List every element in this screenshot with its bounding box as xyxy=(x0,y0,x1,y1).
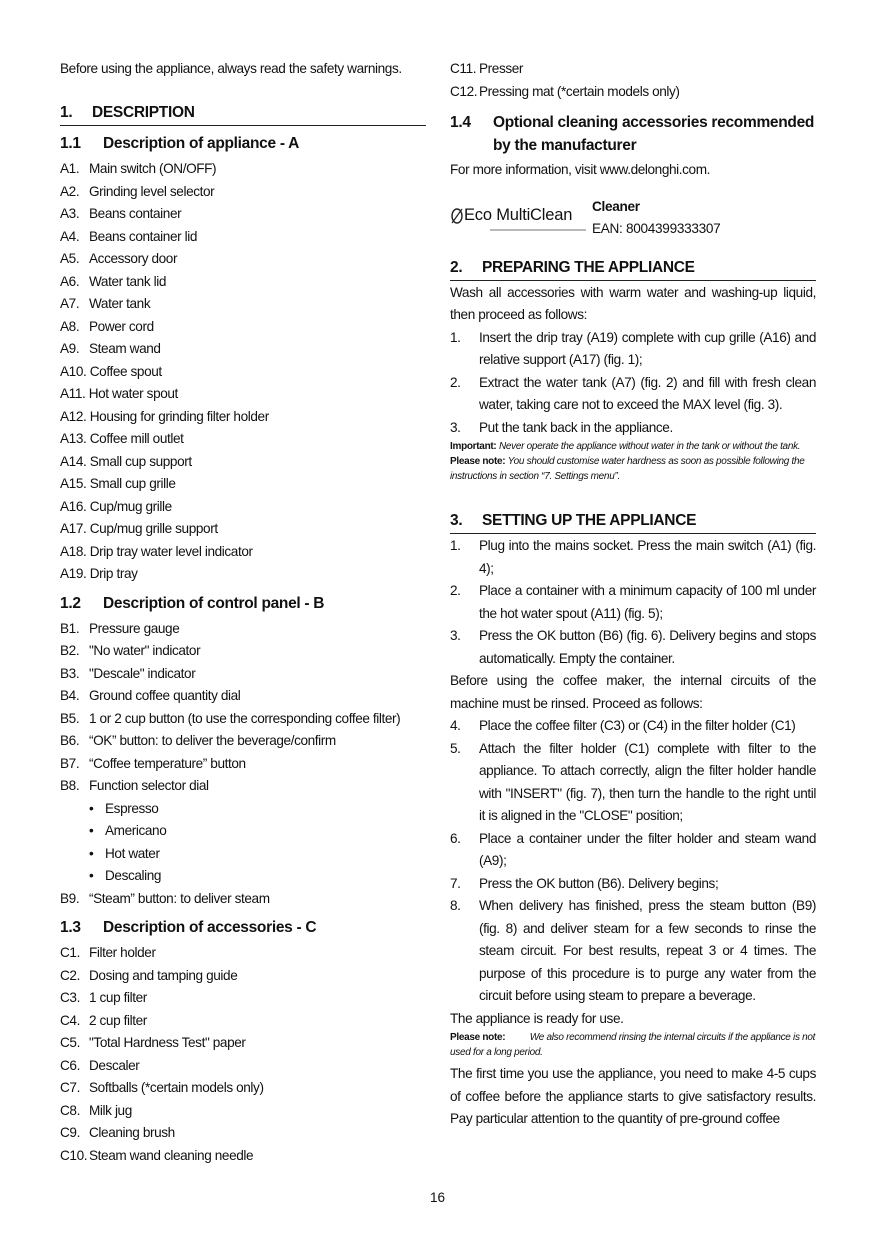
item-text: Place a container under the filter holder and steam wand (A9); xyxy=(479,830,816,868)
item-code: 3. xyxy=(450,628,461,643)
item-code: C11. xyxy=(450,61,477,76)
left-column xyxy=(60,58,426,1173)
subsection-1-3-heading xyxy=(60,916,426,939)
item-text: Place a container with a minimum capacity of 100 ml under the hot water spout (A11) (fig. 5); xyxy=(479,583,816,621)
item-text: A11. Hot water spout xyxy=(60,386,178,401)
note-label: Please note: xyxy=(450,1032,506,1043)
item-code: A9. xyxy=(60,341,80,356)
more-info-text: For more information, visit www.delonghi.com. xyxy=(450,162,711,177)
section-number: 3. xyxy=(450,512,463,529)
right-column xyxy=(450,58,816,1131)
section-number: 2. xyxy=(450,258,463,276)
subsection-title: Description of control panel - B xyxy=(103,594,325,612)
subsection-number: 1.1 xyxy=(60,135,81,152)
list-item xyxy=(60,1010,426,1033)
section-title: PREPARING THE APPLIANCE xyxy=(482,258,695,276)
list-item xyxy=(60,518,426,541)
item-code: C8. xyxy=(60,1102,80,1118)
item-code: A6. xyxy=(60,273,80,289)
item-text: Pressure gauge xyxy=(89,620,180,636)
list-item xyxy=(60,987,426,1010)
item-code: 1. xyxy=(450,329,461,345)
list-item xyxy=(60,383,426,406)
list-item xyxy=(60,1145,426,1168)
item-text: Attach the filter holder (C1) complete with filter to the appliance. To attach correctly, align the filter holder handle with "INSERT" (fig. 7), then turn the handle to the right until it is aligned in the "CLOSE" position; xyxy=(479,740,816,823)
note-text: We also recommend rinsing the internal circuits if the appliance is not used for a long period. xyxy=(450,1032,816,1058)
item-text: Softballs (*certain models only) xyxy=(89,1080,264,1095)
list-item xyxy=(60,541,426,564)
item-text: Water tank xyxy=(89,296,151,311)
list-item xyxy=(450,81,816,104)
page-number: 16 xyxy=(429,1190,446,1205)
item-text: Extract the water tank (A7) (fig. 2) and fill with fresh clean water, taking care not to exceed the MAX level (fig. 3). xyxy=(479,374,816,412)
item-text: Plug into the mains socket. Press the main switch (A1) (fig. 4); xyxy=(479,538,816,576)
list-item xyxy=(60,361,426,384)
eco-multiclean-logo xyxy=(450,203,588,233)
item-code: C5. xyxy=(60,1035,80,1050)
item-code: 8. xyxy=(450,898,461,913)
section-2-intro: Wash all accessories with warm water and washing-up liquid, then proceed as follows: xyxy=(450,284,816,322)
list-item xyxy=(60,640,426,663)
item-text: Presser xyxy=(479,61,524,76)
section-2-heading xyxy=(450,258,816,281)
item-text: “Coffee temperature” button xyxy=(89,755,246,771)
sub-list-item xyxy=(60,843,426,866)
item-text: Pressing mat (*certain models only) xyxy=(479,83,680,99)
list-item xyxy=(450,625,816,670)
item-text: Put the tank back in the appliance. xyxy=(479,419,673,435)
item-code: B2. xyxy=(60,643,80,658)
item-code: 7. xyxy=(450,875,461,891)
item-text: Cleaning brush xyxy=(89,1125,175,1140)
item-code: 2. xyxy=(450,583,461,598)
list-item xyxy=(450,715,816,738)
item-text: Americano xyxy=(105,823,167,838)
item-text: "Total Hardness Test" paper xyxy=(89,1035,246,1050)
item-code: B4. xyxy=(60,688,80,703)
list-item xyxy=(60,618,426,641)
section-title: SETTING UP THE APPLIANCE xyxy=(482,512,697,529)
item-text: Steam wand cleaning needle xyxy=(89,1147,254,1163)
item-code: B1. xyxy=(60,620,80,636)
section-number: 1. xyxy=(60,104,73,121)
sub-list-item xyxy=(60,820,426,843)
item-text: Grinding level selector xyxy=(89,183,215,199)
item-text: Hot water xyxy=(105,845,160,861)
please-note xyxy=(450,454,816,484)
subsection-title: Description of appliance - A xyxy=(103,135,299,152)
list-item xyxy=(60,316,426,339)
note-label: Important: xyxy=(450,441,497,452)
bullet-icon: • xyxy=(89,800,94,816)
control-panel-list-continued xyxy=(60,888,426,911)
item-code: C4. xyxy=(60,1012,80,1028)
list-item xyxy=(60,1122,426,1145)
item-code: A5. xyxy=(60,251,80,266)
rinse-intro: Before using the coffee maker, the internal circuits of the machine must be rinsed. Proceed as follows: xyxy=(450,673,816,711)
item-text: A12. Housing for grinding filter holder xyxy=(60,408,269,424)
list-item xyxy=(60,271,426,294)
item-text: Descaler xyxy=(89,1057,140,1073)
item-text: Ground coffee quantity dial xyxy=(89,688,241,703)
item-code: A3. xyxy=(60,206,80,221)
cleaner-label: Cleaner xyxy=(592,198,640,214)
item-text: Dosing and tamping guide xyxy=(89,967,238,983)
item-code: A7. xyxy=(60,296,80,311)
item-text: Milk jug xyxy=(89,1102,132,1118)
list-item xyxy=(60,942,426,965)
item-text: 2 cup filter xyxy=(89,1012,147,1028)
list-item xyxy=(450,327,816,372)
title-line-1: Optional cleaning accessories recommended xyxy=(493,114,815,131)
item-text: A10. Coffee spout xyxy=(60,363,162,379)
item-text: Press the OK button (B6) (fig. 6). Delivery begins and stops automatically. Empty the container. xyxy=(479,628,816,666)
list-item xyxy=(60,428,426,451)
setup-steps xyxy=(450,535,816,670)
ready-text: The appliance is ready for use. xyxy=(450,1010,624,1026)
item-code: B3. xyxy=(60,665,80,681)
item-text: A19. Drip tray xyxy=(60,566,138,581)
bullet-icon: • xyxy=(89,845,94,861)
item-code: C10. xyxy=(60,1147,88,1163)
list-item xyxy=(450,58,816,81)
list-item xyxy=(60,775,426,798)
item-text: A17. Cup/mug grille support xyxy=(60,521,218,536)
list-item xyxy=(60,663,426,686)
list-item xyxy=(60,563,426,586)
list-item xyxy=(450,580,816,625)
control-panel-list xyxy=(60,618,426,798)
intro-text: Before using the appliance, always read the safety warnings. xyxy=(60,61,402,76)
item-code: 4. xyxy=(450,718,461,733)
item-code: 3. xyxy=(450,419,461,435)
appliance-parts-list xyxy=(60,158,426,586)
item-code: B8. xyxy=(60,778,80,793)
item-text: Water tank lid xyxy=(89,273,166,289)
note-text: Never operate the appliance without water in the tank or without the tank. xyxy=(498,441,801,452)
eco-multiclean-block xyxy=(450,196,816,240)
note-label: Please note: xyxy=(450,456,506,467)
sub-list-item xyxy=(60,865,426,888)
item-text: "Descale" indicator xyxy=(89,665,196,681)
item-text: Filter holder xyxy=(89,945,156,960)
list-item xyxy=(60,181,426,204)
list-item xyxy=(60,730,426,753)
item-text: A13. Coffee mill outlet xyxy=(60,431,184,446)
item-code: B7. xyxy=(60,755,80,771)
section-title: DESCRIPTION xyxy=(92,104,195,121)
item-text: A18. Drip tray water level indicator xyxy=(60,543,253,559)
item-code: B5. xyxy=(60,710,80,726)
logo-text: Eco MultiClean xyxy=(464,205,573,224)
item-code: C9. xyxy=(60,1125,80,1140)
item-text: Function selector dial xyxy=(89,778,209,793)
item-text: Main switch (ON/OFF) xyxy=(89,161,217,176)
cleaner-info xyxy=(592,196,720,240)
list-item xyxy=(60,203,426,226)
list-item xyxy=(60,685,426,708)
item-code: C7. xyxy=(60,1080,80,1095)
item-text: Beans container xyxy=(89,206,182,221)
sub-list-item xyxy=(60,798,426,821)
item-text: "No water" indicator xyxy=(89,643,201,658)
item-code: 1. xyxy=(450,538,461,553)
function-selector-options xyxy=(60,798,426,888)
subsection-title xyxy=(493,111,814,157)
item-text: Steam wand xyxy=(89,341,161,356)
list-item xyxy=(450,895,816,1008)
list-item xyxy=(60,1055,426,1078)
item-text: Power cord xyxy=(89,318,154,334)
item-text: Beans container lid xyxy=(89,228,198,244)
item-text: Descaling xyxy=(105,868,162,883)
subsection-number: 1.2 xyxy=(60,594,81,612)
section-3-heading xyxy=(450,511,816,534)
item-code: 6. xyxy=(450,830,461,846)
subsection-title: Description of accessories - C xyxy=(103,919,317,936)
accessories-list xyxy=(60,942,426,1167)
bullet-icon: • xyxy=(89,823,94,838)
list-item xyxy=(60,158,426,181)
item-text: “Steam” button: to deliver steam xyxy=(89,890,270,906)
list-item xyxy=(60,1100,426,1123)
list-item xyxy=(60,338,426,361)
subsection-1-4-heading xyxy=(450,111,816,157)
item-code: C3. xyxy=(60,990,80,1005)
list-item xyxy=(60,473,426,496)
title-line-2: by the manufacturer xyxy=(493,137,637,154)
subsection-number: 1.4 xyxy=(450,114,471,131)
preparation-steps xyxy=(450,327,816,440)
first-use-text: The first time you use the appliance, you need to make 4-5 cups of coffee before the appliance starts to give satisfactory results. Pay particular attention to the quantity of pre-ground coffee xyxy=(450,1066,816,1126)
item-text: Place the coffee filter (C3) or (C4) in the filter holder (C1) xyxy=(479,718,796,733)
list-item xyxy=(60,888,426,911)
item-code: C6. xyxy=(60,1057,80,1073)
list-item xyxy=(450,828,816,873)
item-code: C12. xyxy=(450,83,478,99)
ean-code: EAN: 8004399333307 xyxy=(592,220,721,236)
subsection-1-1-heading xyxy=(60,132,426,155)
important-note xyxy=(450,439,816,454)
item-text: 1 cup filter xyxy=(89,990,147,1005)
item-code: A2. xyxy=(60,183,80,199)
item-code: B9. xyxy=(60,890,80,906)
list-item xyxy=(60,451,426,474)
item-code: 2. xyxy=(450,374,461,390)
item-text: Espresso xyxy=(105,800,159,816)
item-code: A1. xyxy=(60,161,80,176)
item-code: A4. xyxy=(60,228,80,244)
item-text: A16. Cup/mug grille xyxy=(60,498,172,514)
item-code: C2. xyxy=(60,967,80,983)
list-item xyxy=(60,496,426,519)
list-item xyxy=(60,248,426,271)
item-code: 5. xyxy=(450,740,461,756)
bullet-icon: • xyxy=(89,868,94,883)
list-item xyxy=(60,753,426,776)
subsection-number: 1.3 xyxy=(60,919,81,936)
item-text: A14. Small cup support xyxy=(60,453,192,469)
item-text: Insert the drip tray (A19) complete with cup grille (A16) and relative support (A17) (fig. 1); xyxy=(479,329,816,367)
item-text: Press the OK button (B6). Delivery begins; xyxy=(479,875,719,891)
list-item xyxy=(450,417,816,440)
list-item xyxy=(450,873,816,896)
list-item xyxy=(60,293,426,316)
item-code: C1. xyxy=(60,945,80,960)
list-item xyxy=(60,1032,426,1055)
item-code: B6. xyxy=(60,733,80,748)
list-item xyxy=(60,965,426,988)
list-item xyxy=(450,372,816,417)
list-item xyxy=(60,1077,426,1100)
list-item xyxy=(60,226,426,249)
item-text: “OK” button: to deliver the beverage/confirm xyxy=(89,733,336,748)
please-note xyxy=(450,1030,816,1060)
accessories-list-continued xyxy=(450,58,816,103)
rinse-steps xyxy=(450,715,816,1008)
item-text: Accessory door xyxy=(89,251,178,266)
section-1-heading xyxy=(60,103,426,126)
list-item xyxy=(60,708,426,731)
subsection-1-2-heading xyxy=(60,592,426,615)
item-text: When delivery has finished, press the steam button (B9) (fig. 8) and deliver steam for a few seconds to rinse the steam circuit. For best results, repeat 3 or 4 times. The purpose of this procedure is to purge any water from the circuit before using steam to prepare a beverage. xyxy=(479,898,816,1003)
list-item xyxy=(450,738,816,828)
list-item xyxy=(450,535,816,580)
item-code: A8. xyxy=(60,318,80,334)
note-text: You should customise water hardness as soon as possible following the instructions in section “7. Settings menu”. xyxy=(450,456,805,482)
item-text: 1 or 2 cup button (to use the corresponding coffee filter) xyxy=(89,710,401,726)
item-text: A15. Small cup grille xyxy=(60,476,176,491)
list-item xyxy=(60,406,426,429)
